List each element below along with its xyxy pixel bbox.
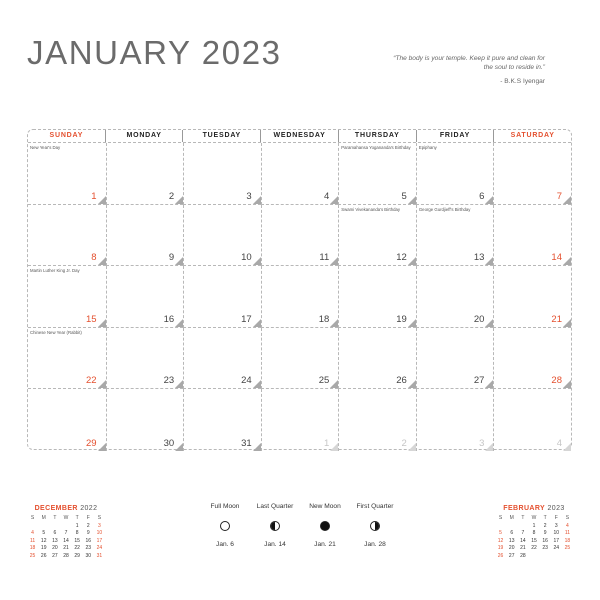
page-curl-icon — [98, 257, 106, 265]
mini-day: 15 — [74, 537, 80, 544]
last-quarter-moon-icon — [270, 521, 280, 531]
day-cell — [493, 205, 571, 267]
mini-day: 1 — [75, 522, 79, 529]
day-cell — [416, 328, 494, 390]
mini-day: 2 — [543, 522, 547, 529]
moon-phase-last-quarter — [250, 503, 300, 548]
weekday-tuesday: TUESDAY — [182, 130, 260, 142]
mini-weekday-label: F — [554, 515, 558, 521]
mini-day: 27 — [52, 552, 58, 559]
day-number: 15 — [85, 313, 97, 325]
day-cell — [338, 143, 416, 205]
day-cell — [183, 328, 261, 390]
page-curl-icon — [485, 257, 493, 265]
day-cell — [261, 205, 339, 267]
day-cell — [261, 266, 339, 328]
mini-day — [38, 523, 49, 529]
day-number: 29 — [85, 437, 97, 449]
page-curl-icon — [408, 443, 416, 451]
page-curl-icon — [563, 443, 571, 451]
day-number: 3 — [246, 190, 252, 202]
mini-day: 7 — [64, 530, 68, 537]
day-cell — [338, 266, 416, 328]
moon-phase-date: Jan. 6 — [216, 541, 234, 548]
day-number: 16 — [163, 313, 175, 325]
day-number: 4 — [556, 437, 562, 449]
mini-day: 29 — [74, 552, 80, 559]
day-note: New Year's Day — [30, 145, 61, 150]
mini-day: 23 — [85, 545, 92, 552]
mini-day: 20 — [508, 545, 515, 552]
weekday-saturday: SATURDAY — [493, 130, 571, 142]
day-cell — [183, 205, 261, 267]
mini-day: 24 — [553, 545, 560, 552]
mini-weekday-label: S — [498, 515, 503, 521]
mini-day: 28 — [63, 552, 69, 559]
day-number: 2 — [401, 437, 407, 449]
mini-day: 5 — [499, 530, 502, 537]
mini-day: 11 — [29, 537, 36, 544]
mini-weekday-label: M — [509, 515, 514, 521]
day-cell — [28, 143, 106, 205]
day-number: 3 — [479, 437, 485, 449]
mini-day: 17 — [553, 537, 560, 544]
day-cell — [416, 143, 494, 205]
mini-day: 27 — [508, 552, 515, 559]
day-number: 23 — [163, 375, 175, 387]
page-curl-icon — [563, 257, 571, 265]
day-cell — [106, 328, 184, 390]
day-number: 25 — [318, 375, 330, 387]
day-cell — [183, 266, 261, 328]
day-number: 1 — [323, 437, 330, 449]
day-number: 20 — [473, 313, 485, 325]
mini-calendar-title — [495, 505, 573, 512]
weekday-monday: MONDAY — [105, 130, 183, 142]
mini-weekday-label: F — [86, 515, 90, 521]
day-number: 5 — [401, 190, 407, 202]
weekday-header — [28, 130, 571, 142]
day-number: 18 — [318, 313, 330, 325]
day-number: 14 — [551, 252, 562, 264]
mini-day: 12 — [40, 537, 47, 544]
mini-day: 25 — [564, 545, 571, 552]
mini-month-year: 2023 — [547, 505, 565, 512]
page-curl-icon — [330, 380, 338, 388]
page-curl-icon — [408, 319, 416, 327]
day-number: 1 — [91, 190, 97, 202]
mini-day: 19 — [40, 545, 47, 552]
mini-weekday-label: S — [97, 515, 102, 521]
mini-weekday-label: S — [565, 515, 570, 521]
mini-month-name: DECEMBER — [34, 505, 78, 512]
mini-weekday-label: T — [543, 515, 547, 521]
quote-author: - B.K.S Iyengar — [500, 78, 545, 85]
page-curl-icon — [175, 319, 183, 327]
mini-day: 2 — [86, 522, 90, 529]
mini-calendar-grid — [27, 515, 105, 559]
mini-day: 3 — [554, 522, 558, 529]
page-curl-icon — [98, 443, 106, 451]
day-note: Chinese New Year (Rabbit) — [30, 329, 82, 335]
page-curl-icon — [563, 196, 571, 204]
mini-day: 30 — [85, 552, 92, 559]
mini-day: 16 — [85, 537, 92, 544]
day-number: 24 — [241, 375, 252, 387]
day-number: 6 — [479, 190, 485, 202]
weekday-friday: FRIDAY — [416, 130, 494, 142]
day-cell — [28, 328, 106, 390]
page-curl-icon — [408, 196, 416, 204]
day-note: Swami Vivekananda's Birthday — [341, 206, 401, 212]
mini-day: 3 — [98, 522, 101, 529]
mini-calendar-title — [27, 505, 105, 512]
day-cell — [261, 143, 339, 205]
mini-day — [506, 523, 517, 529]
quote — [385, 54, 545, 86]
mini-day — [517, 523, 528, 529]
mini-day: 16 — [542, 537, 548, 544]
first-quarter-moon-icon — [370, 521, 380, 531]
moon-phase-name: New Moon — [309, 503, 341, 510]
mini-day: 17 — [96, 537, 103, 544]
mini-day: 19 — [497, 545, 504, 552]
mini-month-name: FEBRUARY — [503, 505, 546, 512]
day-cell — [338, 205, 416, 267]
mini-day: 26 — [497, 552, 504, 559]
mini-day: 18 — [29, 545, 36, 552]
page-curl-icon — [253, 319, 261, 327]
mini-day: 22 — [74, 545, 80, 552]
day-cell — [338, 328, 416, 390]
mini-day: 10 — [96, 530, 103, 537]
page-curl-icon — [175, 257, 183, 265]
month-title: JANUARY 2023 — [27, 34, 282, 71]
moon-phase-date: Jan. 28 — [364, 541, 386, 548]
mini-day: 5 — [42, 530, 46, 537]
moon-phase-date: Jan. 14 — [264, 541, 286, 548]
page-curl-icon — [253, 196, 261, 204]
mini-month-year: 2022 — [80, 505, 98, 512]
mini-calendar-december — [27, 505, 105, 559]
quote-text: “The body is your temple. Keep it pure and clean for the soul to reside in.” — [393, 55, 545, 71]
mini-day: 9 — [86, 530, 90, 537]
day-grid — [28, 142, 571, 451]
day-cell — [261, 328, 339, 390]
day-cell — [416, 389, 494, 451]
day-cell — [183, 143, 261, 205]
page-curl-icon — [330, 196, 338, 204]
page-curl-icon — [408, 257, 416, 265]
day-cell — [493, 328, 571, 390]
mini-day: 14 — [63, 537, 69, 544]
page-curl-icon — [408, 380, 416, 388]
new-moon-icon — [320, 521, 330, 531]
mini-day: 8 — [532, 530, 536, 537]
day-cell — [106, 143, 184, 205]
day-note: George Gurdjieff's Birthday — [418, 206, 471, 212]
mini-day: 31 — [96, 552, 103, 559]
day-note: Paramahansa Yogananda's Birthday — [341, 145, 411, 150]
mini-day: 4 — [566, 522, 569, 529]
day-cell — [493, 266, 571, 328]
day-cell — [416, 205, 494, 267]
mini-day: 6 — [53, 530, 57, 537]
page-curl-icon — [253, 257, 261, 265]
weekday-thursday: THURSDAY — [338, 130, 416, 142]
day-note: Epiphany — [418, 145, 437, 150]
mini-weekday-label: M — [41, 515, 46, 521]
mini-day: 4 — [31, 530, 34, 537]
moon-phases — [200, 503, 400, 563]
page-curl-icon — [485, 319, 493, 327]
day-number: 10 — [241, 252, 252, 264]
moon-phase-name: Last Quarter — [256, 503, 294, 510]
mini-weekday-label: S — [30, 515, 35, 521]
day-number: 27 — [473, 375, 485, 387]
page-curl-icon — [330, 257, 338, 265]
mini-day: 8 — [75, 530, 79, 537]
day-number: 31 — [241, 437, 252, 449]
page-curl-icon — [253, 443, 261, 451]
mini-day: 15 — [531, 537, 537, 544]
weekday-sunday: SUNDAY — [49, 132, 84, 139]
moon-phase-name: First Quarter — [356, 503, 394, 510]
mini-day: 25 — [29, 552, 36, 559]
full-moon-icon — [220, 521, 230, 531]
day-cell — [106, 205, 184, 267]
day-number: 8 — [91, 252, 97, 264]
page-curl-icon — [563, 380, 571, 388]
day-number: 2 — [168, 190, 175, 202]
mini-weekday-label: W — [63, 515, 69, 521]
day-cell — [106, 266, 184, 328]
day-number: 7 — [556, 190, 562, 202]
mini-day — [27, 523, 38, 529]
day-cell — [338, 389, 416, 451]
day-number: 21 — [551, 313, 562, 325]
mini-calendar-february — [495, 505, 573, 559]
day-cell — [261, 389, 339, 451]
mini-day: 21 — [520, 545, 526, 552]
mini-day: 24 — [96, 545, 103, 552]
mini-weekday-label: T — [53, 515, 57, 521]
mini-day: 20 — [52, 545, 58, 552]
page-curl-icon — [330, 443, 338, 451]
page-curl-icon — [485, 443, 493, 451]
weekday-wednesday: WEDNESDAY — [260, 130, 338, 142]
day-cell — [28, 389, 106, 451]
day-cell — [28, 266, 106, 328]
day-cell — [416, 266, 494, 328]
moon-phase-first-quarter — [350, 503, 400, 548]
page-curl-icon — [485, 380, 493, 388]
mini-day — [60, 523, 71, 529]
mini-day: 26 — [40, 552, 47, 559]
mini-day: 9 — [543, 530, 547, 537]
page-curl-icon — [485, 196, 493, 204]
day-number: 28 — [551, 375, 562, 387]
page-curl-icon — [253, 380, 261, 388]
mini-day: 11 — [564, 530, 571, 537]
mini-day: 6 — [510, 530, 514, 537]
page-curl-icon — [563, 319, 571, 327]
day-number: 4 — [323, 190, 330, 202]
day-cell — [106, 389, 184, 451]
day-number: 13 — [473, 252, 485, 264]
day-number: 19 — [396, 313, 407, 325]
mini-weekday-label: W — [531, 515, 537, 521]
day-number: 17 — [241, 313, 252, 325]
mini-day — [49, 523, 60, 529]
page-curl-icon — [175, 380, 183, 388]
day-number: 22 — [85, 375, 97, 387]
mini-day: 7 — [521, 530, 525, 537]
mini-day: 28 — [520, 552, 526, 559]
mini-day: 14 — [520, 537, 526, 544]
day-cell — [183, 389, 261, 451]
mini-day — [495, 523, 506, 529]
mini-day: 13 — [52, 537, 58, 544]
mini-day: 21 — [63, 545, 69, 552]
mini-day: 22 — [531, 545, 537, 552]
day-number: 9 — [168, 252, 175, 264]
day-cell — [493, 389, 571, 451]
mini-calendar-grid — [495, 515, 573, 559]
page-curl-icon — [98, 380, 106, 388]
moon-phase-date: Jan. 21 — [314, 541, 336, 548]
day-cell — [493, 143, 571, 205]
month-calendar — [27, 129, 572, 450]
page-curl-icon — [330, 319, 338, 327]
day-cell — [28, 205, 106, 267]
day-number: 11 — [319, 252, 330, 264]
page-curl-icon — [175, 196, 183, 204]
mini-day: 10 — [553, 530, 560, 537]
moon-phase-full — [200, 503, 250, 548]
day-number: 12 — [396, 252, 407, 264]
mini-day: 12 — [497, 537, 504, 544]
mini-day: 1 — [532, 522, 536, 529]
mini-day: 23 — [542, 545, 548, 552]
day-number: 30 — [163, 437, 175, 449]
page-curl-icon — [98, 196, 106, 204]
mini-weekday-label: T — [75, 515, 79, 521]
moon-phase-name: Full Moon — [210, 503, 240, 510]
page-curl-icon — [98, 319, 106, 327]
day-number: 26 — [396, 375, 407, 387]
moon-phase-new — [300, 503, 350, 548]
page-curl-icon — [175, 443, 183, 451]
day-note: Martin Luther King Jr. Day — [30, 268, 80, 274]
mini-day: 13 — [508, 537, 515, 544]
mini-weekday-label: T — [521, 515, 525, 521]
mini-day: 18 — [564, 537, 571, 544]
